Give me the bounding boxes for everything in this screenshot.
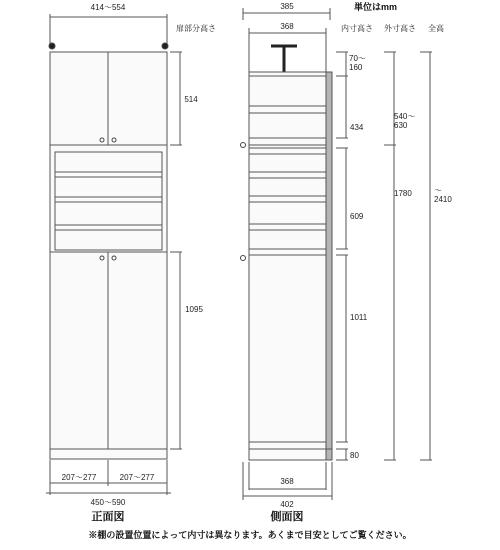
side-knobs bbox=[241, 143, 246, 261]
header-door-section: 扉部分高さ bbox=[176, 24, 216, 33]
front-view bbox=[46, 14, 182, 495]
unit-label: 単位はmm bbox=[354, 2, 398, 12]
header-outer-height: 外寸高さ bbox=[384, 24, 416, 33]
door-edge bbox=[326, 72, 332, 460]
inner-dim-4: 1011 bbox=[350, 313, 368, 322]
middle-shelf-section bbox=[50, 145, 167, 252]
inner-dim-1-label: 70～ 160 bbox=[349, 54, 366, 72]
knob-icon bbox=[100, 256, 104, 260]
side-view-title: 側面図 bbox=[270, 511, 304, 523]
upper-door-height: 514 bbox=[184, 95, 198, 104]
inner-dim-2: 434 bbox=[350, 123, 364, 132]
anchor-icon bbox=[49, 43, 55, 49]
footnote: ※棚の設置位置によって内寸は異なります。あくまで目安としてご覧ください。 bbox=[88, 530, 412, 540]
inner-dim-3: 609 bbox=[350, 212, 364, 221]
anchor-icon bbox=[162, 43, 168, 49]
side-body bbox=[249, 72, 332, 460]
plinth bbox=[50, 449, 167, 459]
front-view-title: 正面図 bbox=[91, 511, 125, 523]
side-view bbox=[243, 8, 432, 500]
knob-icon bbox=[241, 256, 246, 261]
door-width-left: 207～277 bbox=[61, 473, 97, 482]
inner-dim-5: 80 bbox=[350, 451, 359, 460]
header-total-height: 全高 bbox=[428, 24, 444, 33]
side-inner-depth-top: 368 bbox=[280, 22, 294, 31]
front-bottom-width: 450～590 bbox=[90, 498, 126, 507]
knob-icon bbox=[100, 138, 104, 142]
door-width-right: 207～277 bbox=[119, 473, 155, 482]
knob-icon bbox=[112, 138, 116, 142]
lower-door-height: 1095 bbox=[185, 305, 203, 314]
side-depth-bottom: 402 bbox=[280, 500, 294, 509]
outer-dim-upper: 540～ 630 bbox=[394, 112, 416, 130]
total-height-label: ～ 2410 bbox=[434, 186, 452, 204]
side-depth-top: 385 bbox=[280, 2, 294, 11]
side-inner-depth-bottom: 368 bbox=[280, 477, 294, 486]
outer-dim-lower: 1780 bbox=[394, 189, 412, 198]
front-top-width: 414～554 bbox=[90, 3, 126, 12]
header-inner-height: 内寸高さ bbox=[341, 24, 373, 33]
knob-icon bbox=[241, 143, 246, 148]
knob-icon bbox=[112, 256, 116, 260]
